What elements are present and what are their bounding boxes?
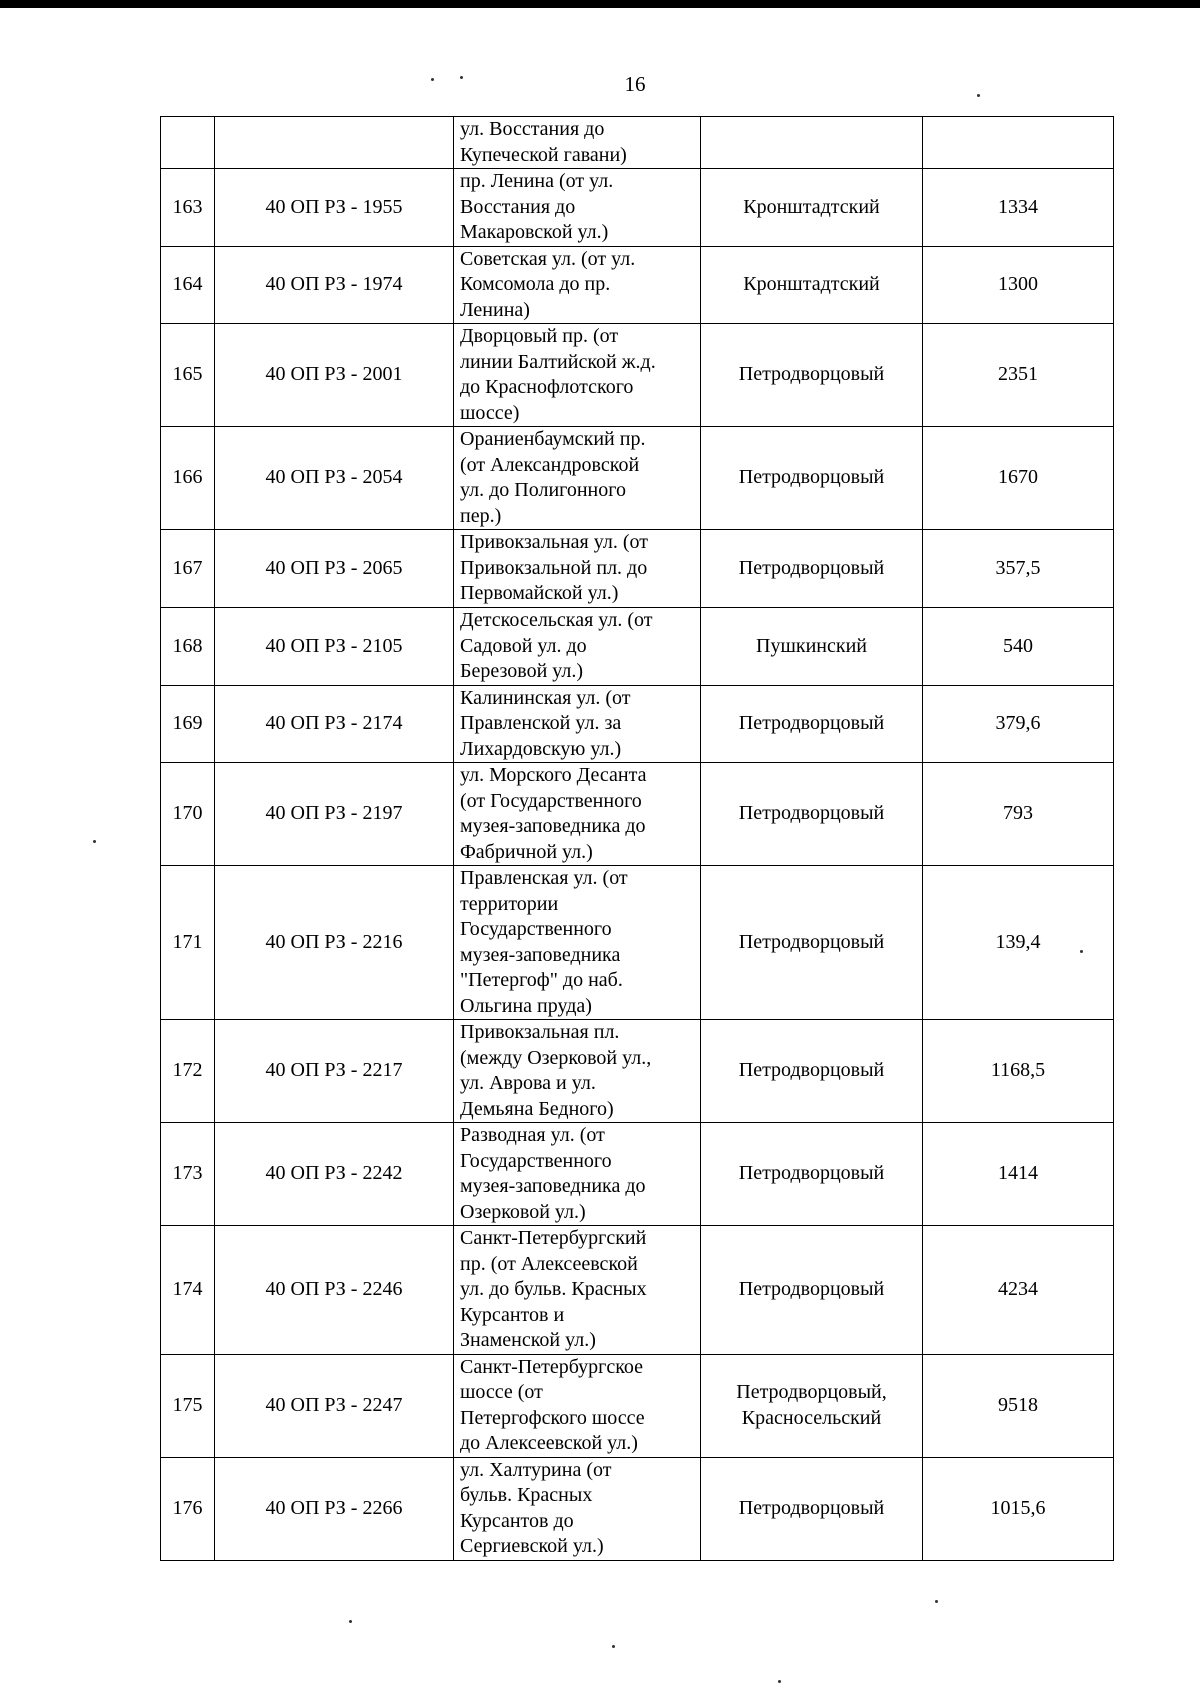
district-line: Петродворцовый (738, 1278, 885, 1300)
road-length: 2351 (923, 324, 1114, 427)
road-id: 40 ОП РЗ - 2197 (215, 763, 454, 866)
table-row (161, 117, 1114, 169)
road-description-line: Первомайской ул.) (460, 582, 619, 605)
district-line: Петродворцовый (738, 1496, 885, 1519)
road-description-line: ул. до бульв. Красных (460, 1278, 647, 1300)
district-line: Петродворцовый (738, 802, 885, 825)
road-id: 40 ОП РЗ - 2242 (215, 1123, 454, 1226)
road-id: 40 ОП РЗ - 2054 (215, 427, 454, 530)
road-id: 40 ОП РЗ - 2174 (215, 685, 454, 763)
road-description (454, 1226, 701, 1355)
road-description-line: ул. Восстания до (460, 118, 605, 140)
row-number: 170 (161, 763, 215, 866)
road-description-line: до Алексеевской ул.) (460, 1432, 638, 1454)
district-line: Кронштадтский (743, 273, 880, 295)
row-number: 173 (161, 1123, 215, 1226)
road-length: 1168,5 (923, 1020, 1114, 1123)
district (701, 1020, 923, 1123)
road-description (454, 763, 701, 866)
road-description-line: Государственного (460, 1149, 612, 1172)
table-row (161, 763, 1114, 866)
district (701, 427, 923, 530)
road-description-line: Санкт-Петербургское (460, 1355, 644, 1378)
road-length: 139,4 (923, 866, 1114, 1020)
table-row (161, 1123, 1114, 1226)
row-number: 171 (161, 866, 215, 1020)
scan-speck (612, 1645, 615, 1648)
row-number: 175 (161, 1354, 215, 1457)
district-line: Петродворцовый (738, 556, 885, 579)
road-length: 540 (923, 608, 1114, 686)
road-description-line: Ленина) (460, 298, 530, 321)
road-description-line: Фабричной ул.) (460, 840, 593, 863)
road-id: 40 ОП РЗ - 1974 (215, 246, 454, 324)
road-description-line: Петергофского шоссе (460, 1406, 645, 1429)
row-number: 165 (161, 324, 215, 427)
road-description-line: Березовой ул.) (460, 660, 584, 682)
district (701, 608, 923, 686)
road-id: 40 ОП РЗ - 2246 (215, 1226, 454, 1355)
district-line: Петродворцовый (738, 466, 885, 489)
road-id: 40 ОП РЗ - 2001 (215, 324, 454, 427)
road-description-line: Привокзальная пл. (460, 1021, 620, 1043)
scan-top-edge (0, 0, 1200, 8)
road-description-line: пр. (от Алексеевской (460, 1252, 638, 1275)
road-description (454, 427, 701, 530)
road-description-line: Разводная ул. (от (460, 1124, 605, 1146)
road-description-line: Ораниенбаумский пр. (460, 428, 646, 450)
road-length: 379,6 (923, 685, 1114, 763)
road-description-line: музея-заповедника до (460, 1175, 646, 1197)
road-description-line: до Краснофлотского (460, 376, 634, 398)
table-row (161, 608, 1114, 686)
table-row (161, 530, 1114, 608)
road-description-line: музея-заповедника (460, 943, 621, 966)
road-description-line: (от Государственного (460, 789, 642, 812)
road-description-line: Сергиевской ул.) (460, 1535, 604, 1557)
road-description-line: Макаровской ул.) (460, 221, 609, 243)
table-row (161, 169, 1114, 247)
road-description-line: (между Озерковой ул., (460, 1046, 652, 1069)
row-number: 164 (161, 246, 215, 324)
road-description-line: Дворцовый пр. (от (460, 325, 619, 347)
road-description (454, 1123, 701, 1226)
district (701, 169, 923, 247)
district-line: Петродворцовый (738, 1162, 885, 1185)
road-description-line: пер.) (460, 504, 502, 527)
row-number: 167 (161, 530, 215, 608)
road-id (215, 117, 454, 169)
road-description-line: Комсомола до пр. (460, 273, 611, 295)
road-description (454, 866, 701, 1020)
road-description-line: музея-заповедника до (460, 815, 646, 837)
road-description-line: Правленская ул. (от (460, 867, 628, 889)
table-row (161, 685, 1114, 763)
district (701, 117, 923, 169)
district (701, 1354, 923, 1457)
road-description-line: "Петергоф" до наб. (460, 969, 623, 991)
row-number (161, 117, 215, 169)
district-line: Кронштадтский (743, 195, 880, 218)
road-id: 40 ОП РЗ - 2266 (215, 1457, 454, 1560)
table-row (161, 866, 1114, 1020)
road-description-line: Садовой ул. до (460, 634, 587, 657)
road-description-line: ул. Халтурина (от (460, 1458, 612, 1481)
district-line: Красносельский (741, 1406, 882, 1429)
road-description (454, 1457, 701, 1560)
road-length: 793 (923, 763, 1114, 866)
district (701, 1123, 923, 1226)
road-length (923, 117, 1114, 169)
road-id: 40 ОП РЗ - 2216 (215, 866, 454, 1020)
row-number: 166 (161, 427, 215, 530)
scan-speck (1080, 950, 1083, 953)
table-row (161, 1354, 1114, 1457)
road-description-line: пр. Ленина (от ул. (460, 170, 614, 192)
district-line: Петродворцовый (738, 363, 885, 386)
row-number: 168 (161, 608, 215, 686)
road-description (454, 117, 701, 169)
road-description (454, 1354, 701, 1457)
road-description-line: Демьяна Бедного) (460, 1097, 614, 1120)
scan-speck (349, 1620, 352, 1623)
road-description (454, 608, 701, 686)
roads-table (160, 116, 1114, 1561)
road-description-line: Купеческой гавани) (460, 143, 627, 166)
road-description-line: Озерковой ул.) (460, 1200, 586, 1223)
table-row (161, 324, 1114, 427)
road-id: 40 ОП РЗ - 2105 (215, 608, 454, 686)
scan-speck (431, 78, 434, 81)
road-description-line: Курсантов и (460, 1303, 565, 1326)
road-id: 40 ОП РЗ - 2065 (215, 530, 454, 608)
district-line: Петродворцовый (738, 1059, 885, 1082)
road-length: 4234 (923, 1226, 1114, 1355)
district (701, 1457, 923, 1560)
road-description-line: Советская ул. (от ул. (460, 247, 636, 270)
road-description-line: территории (460, 892, 559, 915)
district-line: Петродворцовый, (736, 1381, 887, 1403)
table-row (161, 246, 1114, 324)
road-length: 1414 (923, 1123, 1114, 1226)
road-description-line: линии Балтийской ж.д. (460, 350, 656, 373)
district (701, 1226, 923, 1355)
scan-speck (935, 1600, 938, 1603)
district (701, 246, 923, 324)
page-number: 16 (624, 72, 646, 96)
row-number: 163 (161, 169, 215, 247)
road-description-line: Курсантов до (460, 1509, 574, 1532)
road-description-line: Государственного (460, 918, 612, 940)
road-description-line: ул. до Полигонного (460, 479, 626, 501)
road-description-line: (от Александровской (460, 453, 640, 476)
road-description-line: шоссе) (460, 401, 520, 424)
road-description (454, 169, 701, 247)
road-description-line: Калининская ул. (от (460, 686, 631, 709)
road-description (454, 1020, 701, 1123)
table-row (161, 1020, 1114, 1123)
table-row (161, 1226, 1114, 1355)
road-id: 40 ОП РЗ - 1955 (215, 169, 454, 247)
road-description-line: Привокзальная ул. (от (460, 531, 648, 554)
road-id: 40 ОП РЗ - 2247 (215, 1354, 454, 1457)
road-description (454, 530, 701, 608)
road-description-line: ул. Аврова и ул. (460, 1072, 596, 1094)
road-description-line: Санкт-Петербургский (460, 1227, 647, 1249)
road-description-line: бульв. Красных (460, 1484, 593, 1506)
row-number: 169 (161, 685, 215, 763)
road-length: 1670 (923, 427, 1114, 530)
district (701, 866, 923, 1020)
scan-speck (460, 76, 463, 79)
road-length: 9518 (923, 1354, 1114, 1457)
road-description-line: ул. Морского Десанта (460, 764, 647, 786)
road-length: 1015,6 (923, 1457, 1114, 1560)
scan-speck (778, 1680, 781, 1683)
road-description-line: Правленской ул. за (460, 712, 622, 734)
road-length: 1334 (923, 169, 1114, 247)
road-description-line: Привокзальной пл. до (460, 556, 648, 579)
road-description-line: Детскосельская ул. (от (460, 609, 653, 631)
road-id: 40 ОП РЗ - 2217 (215, 1020, 454, 1123)
road-description-line: Лихардовскую ул.) (460, 737, 622, 760)
road-description (454, 246, 701, 324)
district (701, 324, 923, 427)
district (701, 685, 923, 763)
district-line: Петродворцовый (738, 712, 885, 734)
road-description-line: Ольгина пруда) (460, 994, 592, 1017)
row-number: 176 (161, 1457, 215, 1560)
road-description-line: Восстания до (460, 195, 576, 218)
road-description (454, 324, 701, 427)
road-length: 357,5 (923, 530, 1114, 608)
road-description (454, 685, 701, 763)
district-line: Петродворцовый (738, 930, 885, 953)
road-description-line: шоссе (от (460, 1381, 543, 1403)
scan-speck (977, 94, 980, 97)
roads-table-body (161, 117, 1114, 1561)
district (701, 763, 923, 866)
road-description-line: Знаменской ул.) (460, 1329, 596, 1351)
table-row (161, 1457, 1114, 1560)
district (701, 530, 923, 608)
scan-speck (93, 840, 96, 843)
row-number: 174 (161, 1226, 215, 1355)
road-length: 1300 (923, 246, 1114, 324)
table-row (161, 427, 1114, 530)
row-number: 172 (161, 1020, 215, 1123)
district-line: Пушкинский (756, 634, 867, 657)
